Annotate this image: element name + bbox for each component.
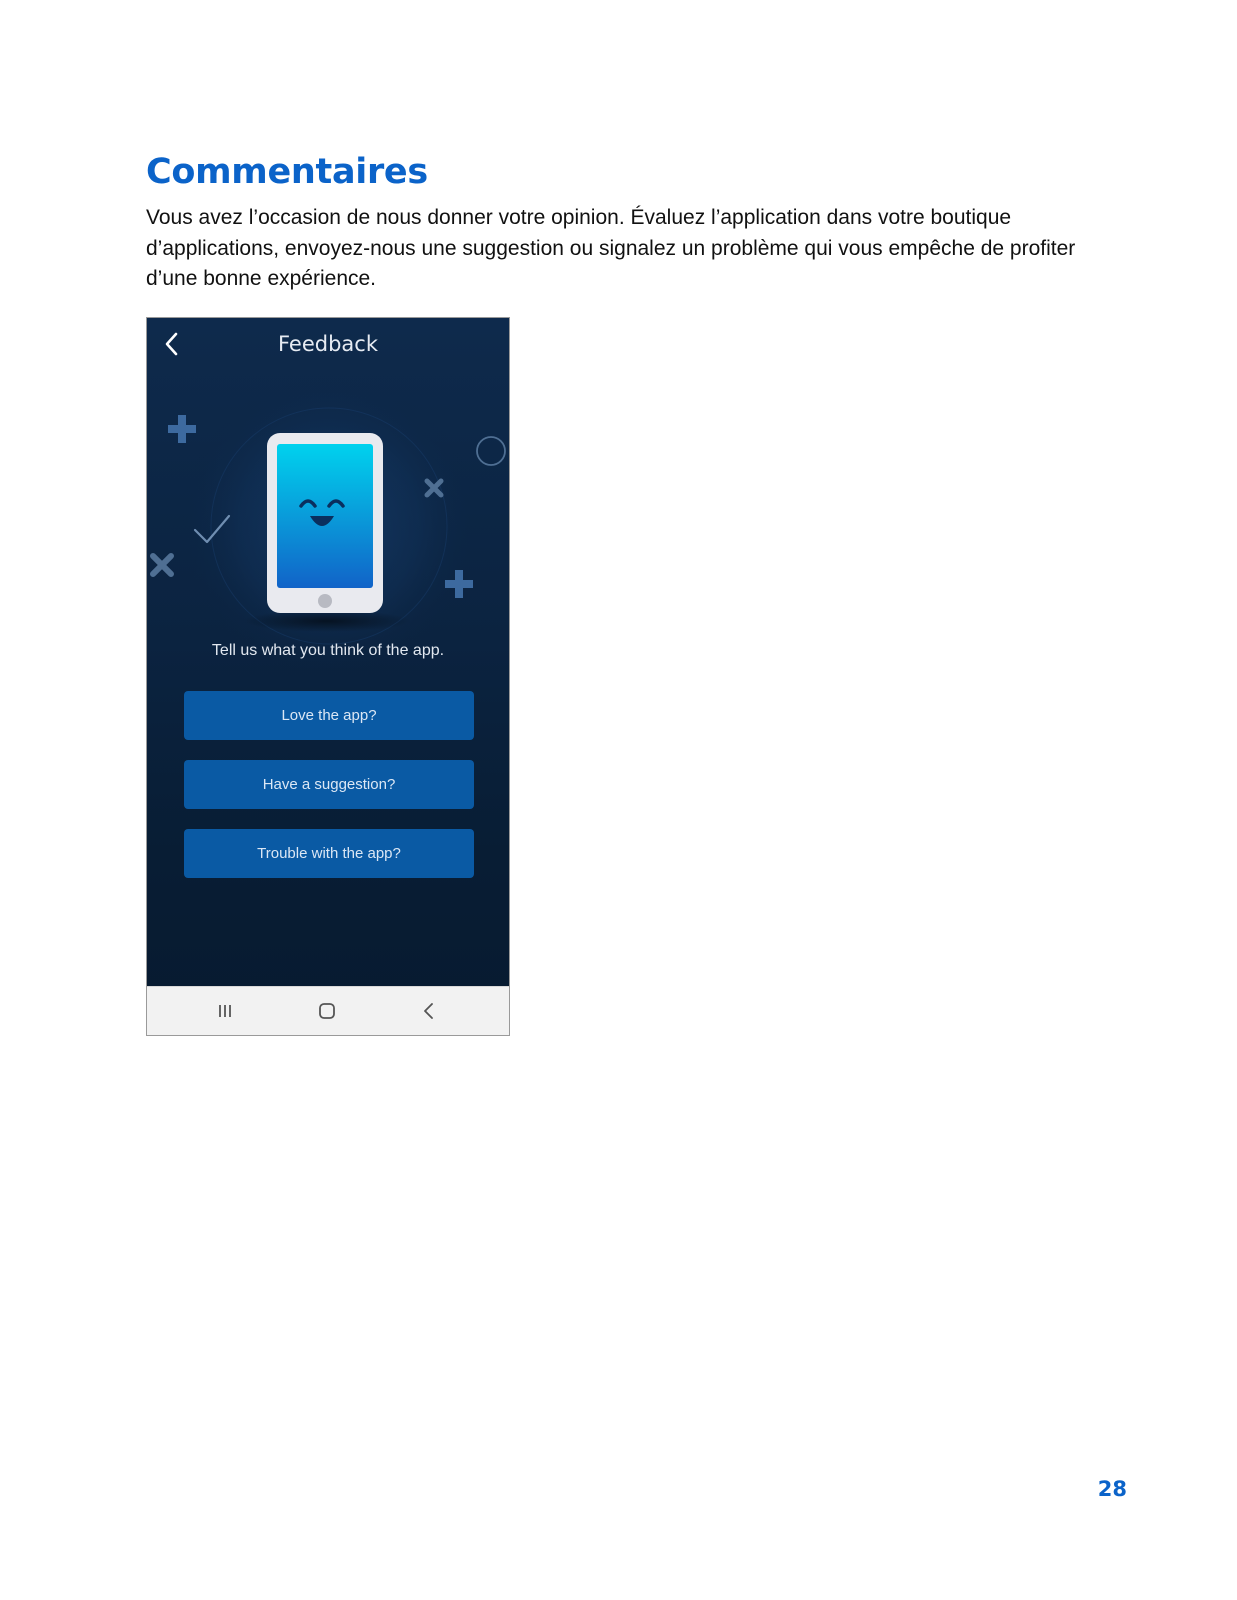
section-heading: Commentaires xyxy=(146,152,428,192)
app-screenshot xyxy=(146,317,510,1036)
home-button-dot xyxy=(318,594,332,608)
android-nav-bar xyxy=(147,986,509,1035)
love-the-app-button[interactable]: Love the app? xyxy=(184,691,474,740)
screen-title: Feedback xyxy=(277,332,378,356)
trouble-with-the-app-button[interactable]: Trouble with the app? xyxy=(184,829,474,878)
back-icon xyxy=(417,999,441,1023)
recent-apps-button[interactable] xyxy=(213,999,237,1023)
intro-paragraph: Vous avez l’occasion de nous donner votre opinion. Évaluez l’application dans votre boutique d’applications, envoyez-nous une suggestion ou signalez un problème qui vous empêche de profiter d’une bonne expérience. xyxy=(146,206,1076,290)
app-header xyxy=(147,318,509,374)
have-a-suggestion-button[interactable]: Have a suggestion? xyxy=(184,760,474,809)
happy-phone-illustration xyxy=(147,378,510,668)
feedback-tagline: Tell us what you think of the app. xyxy=(211,642,445,659)
circle-icon xyxy=(477,437,505,465)
phone-shadow xyxy=(243,610,411,632)
x-icon xyxy=(153,556,171,574)
nav-back-button[interactable] xyxy=(417,999,441,1023)
home-button[interactable] xyxy=(315,999,339,1023)
page-number: 28 xyxy=(1097,1477,1127,1501)
plus-icon xyxy=(168,415,196,443)
home-icon xyxy=(315,999,339,1023)
recent-apps-icon xyxy=(213,999,237,1023)
